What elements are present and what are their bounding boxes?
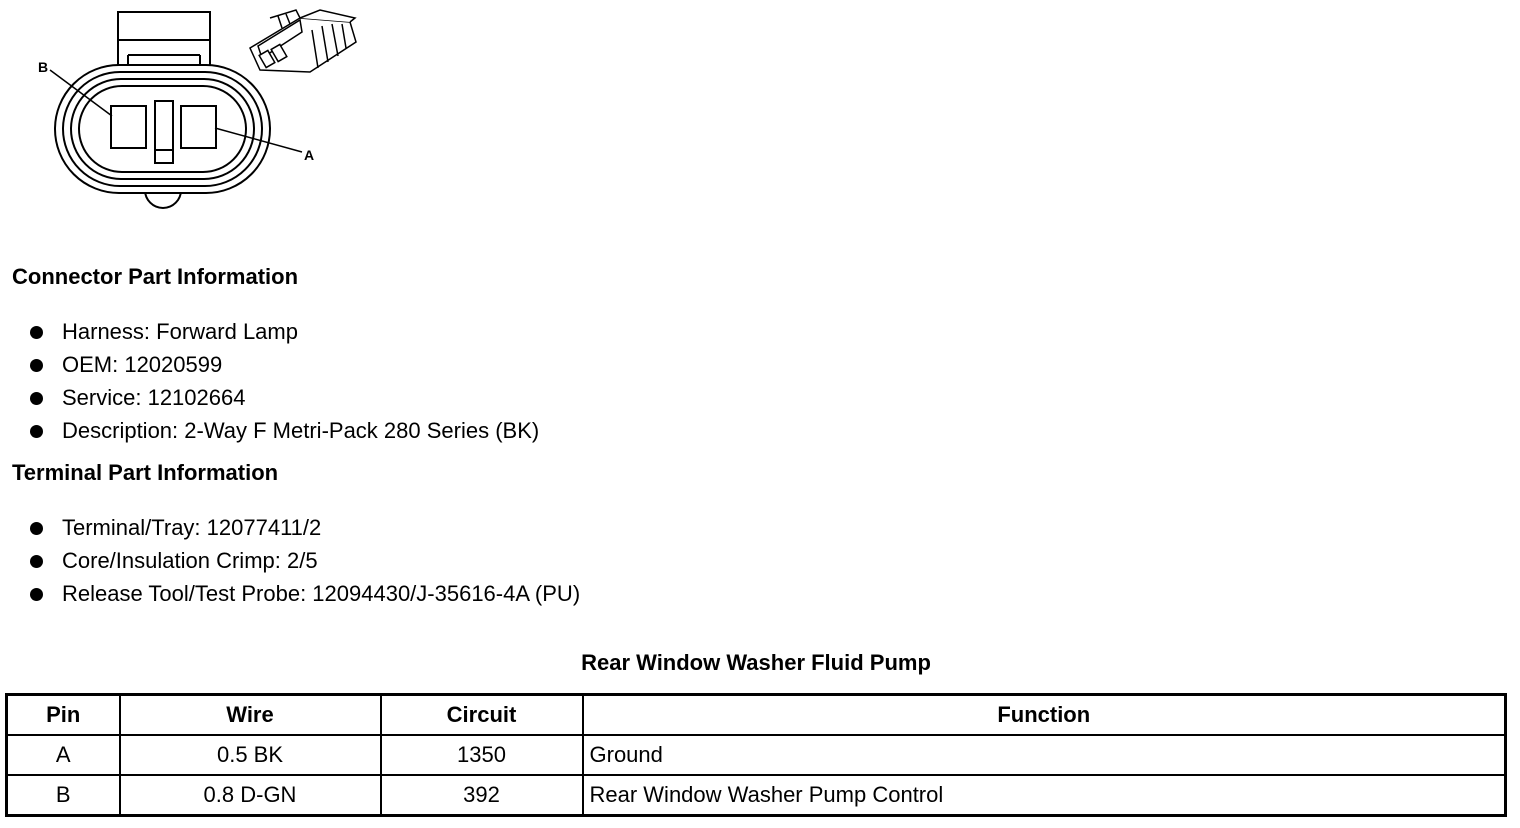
bullet-icon (30, 326, 43, 339)
center-divider (155, 101, 173, 163)
bullet-icon (30, 359, 43, 372)
cavity-a (181, 106, 216, 148)
label-a: A (304, 147, 315, 163)
column-header-function: Function (583, 695, 1506, 736)
table-header-row (7, 695, 1506, 736)
bullet-icon (30, 522, 43, 535)
function-cell: Ground (583, 735, 1506, 775)
connector-face-diagram (0, 0, 380, 215)
list-item: Core/Insulation Crimp: 2/5 (28, 549, 580, 582)
connector-part-info-heading: Connector Part Information (12, 264, 299, 289)
cavity-b (111, 106, 146, 148)
column-header-wire: Wire (120, 695, 381, 736)
pin-cell: A (7, 735, 120, 775)
list-item: Harness: Forward Lamp (28, 320, 539, 353)
column-header-circuit: Circuit (381, 695, 583, 736)
pinout-table (5, 693, 1507, 817)
terminal-part-info-heading: Terminal Part Information (12, 460, 279, 485)
bullet-icon (30, 588, 43, 601)
column-header-pin: Pin (7, 695, 120, 736)
table-title: Rear Window Washer Fluid Pump (581, 650, 931, 675)
terminal-part-info-list (28, 516, 580, 615)
label-b: B (38, 59, 49, 75)
wire-cell: 0.5 BK (120, 735, 381, 775)
list-item: OEM: 12020599 (28, 353, 539, 386)
table-row (7, 735, 1506, 775)
connector-latch (118, 12, 210, 67)
wire-cell: 0.8 D-GN (120, 775, 381, 816)
table-row (7, 775, 1506, 816)
connector-3d-view (250, 10, 356, 72)
bullet-icon (30, 392, 43, 405)
list-item: Service: 12102664 (28, 386, 539, 419)
pin-cell: B (7, 775, 120, 816)
list-item: Release Tool/Test Probe: 12094430/J-35616-4A (PU) (28, 582, 580, 615)
function-cell: Rear Window Washer Pump Control (583, 775, 1506, 816)
bullet-icon (30, 425, 43, 438)
circuit-cell: 1350 (381, 735, 583, 775)
list-item: Terminal/Tray: 12077411/2 (28, 516, 580, 549)
bullet-icon (30, 555, 43, 568)
circuit-cell: 392 (381, 775, 583, 816)
list-item: Description: 2-Way F Metri-Pack 280 Series (BK) (28, 419, 539, 452)
connector-part-info-list (28, 320, 539, 452)
